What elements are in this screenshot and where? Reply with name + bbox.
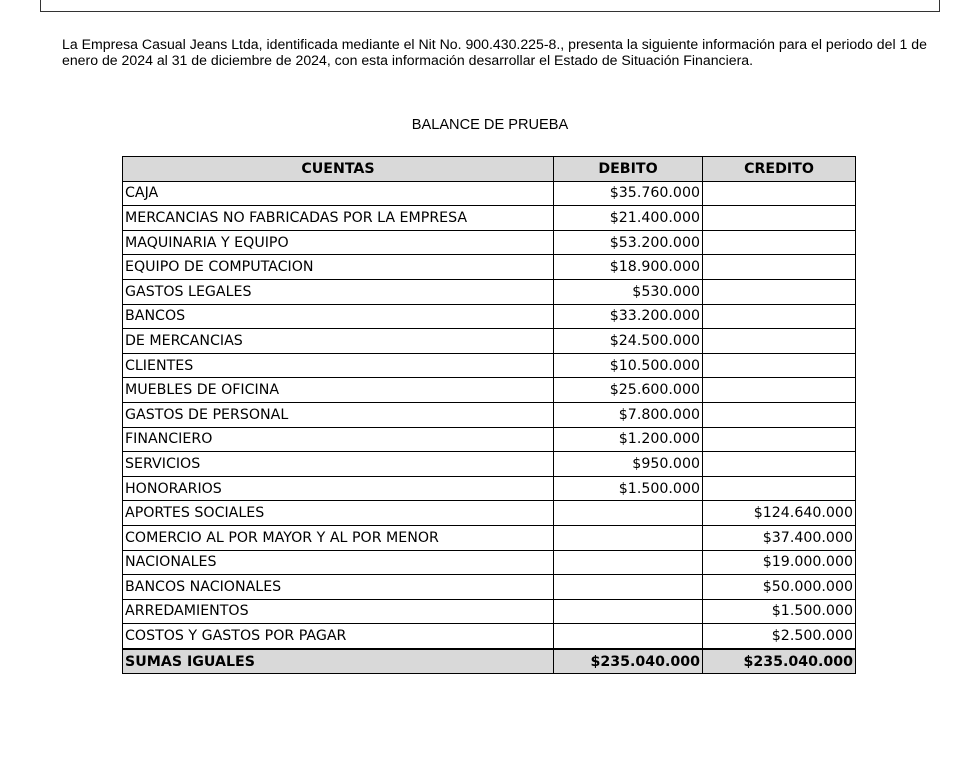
cell-credito [703,402,856,427]
table-row [123,304,856,329]
cell-cuenta: CLIENTES [123,353,554,378]
cell-debito [554,525,703,550]
cell-debito: $1.500.000 [554,476,703,501]
cell-cuenta: MUEBLES DE OFICINA [123,378,554,403]
cell-cuenta: MERCANCIAS NO FABRICADAS POR LA EMPRESA [123,206,554,231]
table-row [123,575,856,600]
cell-cuenta: MAQUINARIA Y EQUIPO [123,230,554,255]
cell-debito [554,550,703,575]
cell-cuenta: BANCOS NACIONALES [123,575,554,600]
cell-credito: $2.500.000 [703,624,856,649]
intro-paragraph: La Empresa Casual Jeans Ltda, identificada mediante el Nit No. 900.430.225-8., presenta la siguiente información para el periodo del 1 de enero de 2024 al 31 de diciembre de 2024, con esta información desarrollar el Estado de Situación Financiera. [62,36,927,68]
cell-credito [703,476,856,501]
cell-debito: $25.600.000 [554,378,703,403]
cell-credito: $19.000.000 [703,550,856,575]
cell-credito [703,427,856,452]
top-frame-box [40,0,940,12]
table-row [123,230,856,255]
header-debito: DEBITO [554,157,703,182]
cell-credito [703,304,856,329]
cell-credito [703,378,856,403]
total-row [123,649,856,674]
cell-debito: $35.760.000 [554,181,703,206]
cell-credito [703,452,856,477]
cell-credito: $50.000.000 [703,575,856,600]
cell-credito [703,206,856,231]
cell-cuenta: HONORARIOS [123,476,554,501]
table-row [123,452,856,477]
cell-credito [703,353,856,378]
total-label: SUMAS IGUALES [123,649,554,674]
cell-cuenta: COMERCIO AL POR MAYOR Y AL POR MENOR [123,525,554,550]
cell-cuenta: COSTOS Y GASTOS POR PAGAR [123,624,554,649]
table-row [123,427,856,452]
cell-debito [554,575,703,600]
table-row [123,329,856,354]
cell-debito [554,624,703,649]
table-row [123,255,856,280]
total-debito: $235.040.000 [554,649,703,674]
cell-debito: $21.400.000 [554,206,703,231]
cell-credito: $37.400.000 [703,525,856,550]
cell-credito [703,279,856,304]
cell-cuenta: EQUIPO DE COMPUTACION [123,255,554,280]
cell-cuenta: ARREDAMIENTOS [123,599,554,624]
cell-credito [703,230,856,255]
cell-debito: $24.500.000 [554,329,703,354]
header-credito: CREDITO [703,157,856,182]
cell-debito [554,599,703,624]
cell-cuenta: DE MERCANCIAS [123,329,554,354]
table-row [123,378,856,403]
cell-credito: $1.500.000 [703,599,856,624]
cell-debito [554,501,703,526]
cell-debito: $18.900.000 [554,255,703,280]
cell-cuenta: GASTOS LEGALES [123,279,554,304]
cell-cuenta: SERVICIOS [123,452,554,477]
table-row [123,599,856,624]
header-cuentas: CUENTAS [123,157,554,182]
cell-debito: $7.800.000 [554,402,703,427]
table-body [123,181,856,649]
table-row [123,206,856,231]
table-title: BALANCE DE PRUEBA [411,117,569,133]
table-row [123,550,856,575]
table-row [123,525,856,550]
cell-debito: $530.000 [554,279,703,304]
cell-cuenta: CAJA [123,181,554,206]
table-row [123,353,856,378]
cell-debito: $10.500.000 [554,353,703,378]
header-row [123,157,856,182]
table-row [123,476,856,501]
cell-credito: $124.640.000 [703,501,856,526]
balance-table [122,156,856,674]
cell-credito [703,329,856,354]
cell-cuenta: GASTOS DE PERSONAL [123,402,554,427]
cell-cuenta: APORTES SOCIALES [123,501,554,526]
cell-cuenta: BANCOS [123,304,554,329]
table-row [123,624,856,649]
table-row [123,181,856,206]
cell-debito: $33.200.000 [554,304,703,329]
cell-credito [703,255,856,280]
cell-debito: $950.000 [554,452,703,477]
cell-debito: $1.200.000 [554,427,703,452]
table-row [123,501,856,526]
table-row [123,402,856,427]
cell-credito [703,181,856,206]
total-credito: $235.040.000 [703,649,856,674]
cell-debito: $53.200.000 [554,230,703,255]
cell-cuenta: NACIONALES [123,550,554,575]
cell-cuenta: FINANCIERO [123,427,554,452]
table-row [123,279,856,304]
